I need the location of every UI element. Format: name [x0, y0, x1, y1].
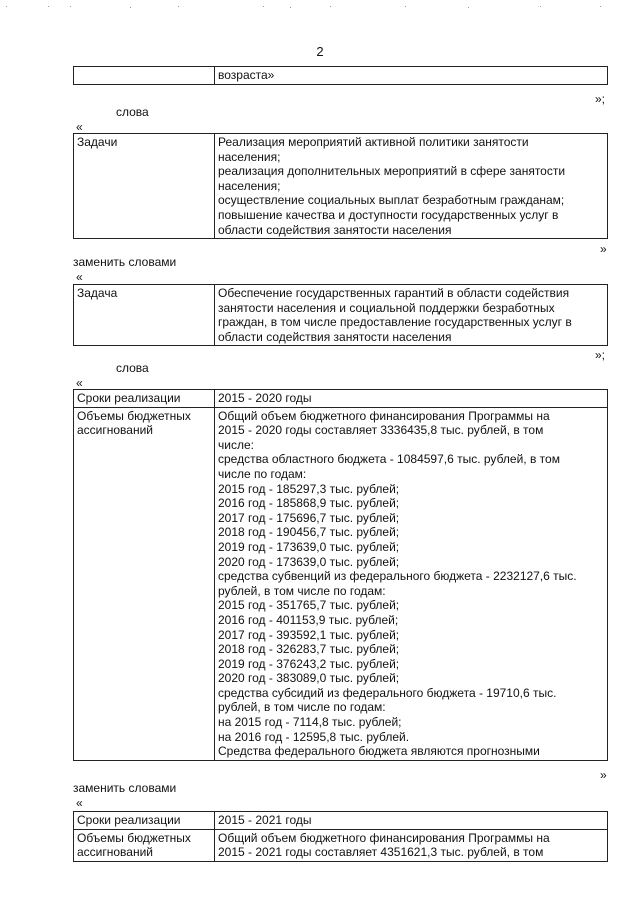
scan-edge-dots	[0, 4, 640, 10]
row-value-cell	[215, 829, 608, 861]
value-line: рублей, в том числе по годам:	[218, 583, 386, 598]
value-line: 2018 год - 326283,7 тыс. рублей;	[218, 642, 400, 657]
opening-quote: «	[76, 270, 83, 284]
label-line: Сроки реализации	[77, 813, 181, 827]
row-value-cell	[215, 812, 608, 830]
table-row	[74, 812, 608, 830]
row-label-cell	[74, 390, 215, 408]
row-value-cell	[215, 134, 608, 239]
value-line: 2015 - 2021 годы составляет 4351621,3 тыс. рублей, в том	[218, 845, 544, 860]
value-line: средства субвенций из федерального бюджета - 2232127,6 тыс.	[218, 569, 577, 584]
value-line: области содействия занятости населения	[218, 329, 452, 344]
value-line: повышение качества и доступности государственных услуг в	[218, 207, 559, 222]
value-line: 2020 год - 383089,0 тыс. рублей;	[218, 671, 400, 686]
value-line: 2016 год - 185868,9 тыс. рублей;	[218, 496, 400, 511]
table-row	[74, 829, 608, 861]
value-line: на 2015 год - 7114,8 тыс. рублей;	[218, 715, 402, 730]
value-line: на 2016 год - 12595,8 тыс. рублей.	[218, 729, 410, 744]
value-line: Реализация мероприятий активной политики занятости	[218, 135, 529, 149]
value-line: 2019 год - 376243,2 тыс. рублей;	[218, 656, 400, 671]
table-row	[74, 285, 608, 346]
program-passport-new	[73, 811, 608, 862]
value-line: средства областного бюджета - 1084597,6 тыс. рублей, в том	[218, 452, 560, 467]
row-value-cell	[215, 285, 608, 346]
closing-quote: »	[600, 768, 607, 782]
value-line: 2018 год - 190456,7 тыс. рублей;	[218, 525, 400, 540]
task-table-new	[73, 284, 608, 346]
value-line: 2017 год - 393592,1 тыс. рублей;	[218, 627, 400, 642]
value-line: 2019 год - 173639,0 тыс. рублей;	[218, 539, 400, 554]
row-label-cell	[74, 285, 215, 346]
opening-quote: «	[76, 376, 83, 390]
replace-with-words: заменить словами	[73, 781, 177, 795]
value-line: средства субсидий из федерального бюджета - 19710,6 тыс.	[218, 685, 557, 700]
value-line: возраста»	[218, 68, 275, 82]
row-label-cell	[74, 67, 215, 85]
value-line: Общий объем бюджетного финансирования Программы на	[218, 408, 550, 423]
row-value-cell	[215, 67, 608, 85]
value-line: реализация дополнительных мероприятий в сфере занятости	[218, 164, 566, 179]
label-line: Объемы бюджетных	[77, 408, 191, 423]
value-line: 2020 год - 173639,0 тыс. рублей;	[218, 554, 400, 569]
value-line: Общий объем бюджетного финансирования Программы на	[218, 830, 550, 845]
row-label-cell	[74, 812, 215, 830]
value-line: области содействия занятости населения	[218, 222, 452, 237]
value-line: 2015 год - 185297,3 тыс. рублей;	[218, 481, 400, 496]
value-line: осуществление социальных выплат безработным гражданам;	[218, 193, 565, 208]
value-line: 2015 - 2020 годы составляет 3336435,8 тыс. рублей, в том	[218, 423, 544, 438]
value-line: 2017 год - 175696,7 тыс. рублей;	[218, 510, 400, 525]
value-line: занятости населения и социальной поддержки безработных	[218, 300, 555, 315]
value-line: числе по годам:	[218, 466, 307, 481]
tasks-table-old	[73, 133, 608, 239]
label-line: ассигнований	[77, 845, 154, 860]
continued-table	[73, 66, 608, 85]
label-line: ассигнований	[77, 423, 154, 438]
opening-quote: «	[76, 796, 83, 810]
table-row	[74, 407, 608, 760]
table-row	[74, 134, 608, 239]
label-line: Задачи	[77, 135, 118, 149]
table-row	[74, 390, 608, 408]
value-line: Обеспечение государственных гарантий в области содействия	[218, 286, 570, 300]
program-passport-old	[73, 389, 608, 761]
label-line: Сроки реализации	[77, 391, 181, 405]
value-line: рублей, в том числе по годам:	[218, 700, 386, 715]
page-number: 2	[316, 44, 324, 59]
table-row	[74, 67, 608, 85]
value-line: 2015 год - 351765,7 тыс. рублей;	[218, 598, 400, 613]
row-label-cell	[74, 407, 215, 760]
row-value-cell	[215, 407, 608, 760]
row-value-cell	[215, 390, 608, 408]
value-line: Средства федерального бюджета являются прогнозными	[218, 744, 540, 759]
row-label-cell	[74, 829, 215, 861]
value-line: 2015 - 2021 годы	[218, 813, 312, 827]
value-line: 2015 - 2020 годы	[218, 391, 312, 405]
word-slova: слова	[116, 105, 149, 119]
label-line: Задача	[77, 286, 118, 300]
row-label-cell	[74, 134, 215, 239]
value-line: граждан, в том числе предоставление государственных услуг в	[218, 315, 572, 330]
closing-quote: »	[600, 242, 607, 256]
closing-quote-semicolon: »;	[595, 92, 606, 106]
word-slova: слова	[116, 361, 149, 375]
opening-quote: «	[76, 120, 83, 134]
value-line: населения;	[218, 178, 281, 193]
replace-with-words: заменить словами	[73, 255, 177, 269]
label-line: Объемы бюджетных	[77, 830, 191, 845]
value-line: числе:	[218, 437, 254, 452]
value-line: населения;	[218, 149, 281, 164]
value-line: 2016 год - 401153,9 тыс. рублей;	[218, 612, 399, 627]
label-line	[77, 68, 211, 83]
closing-quote-semicolon: »;	[595, 348, 606, 362]
